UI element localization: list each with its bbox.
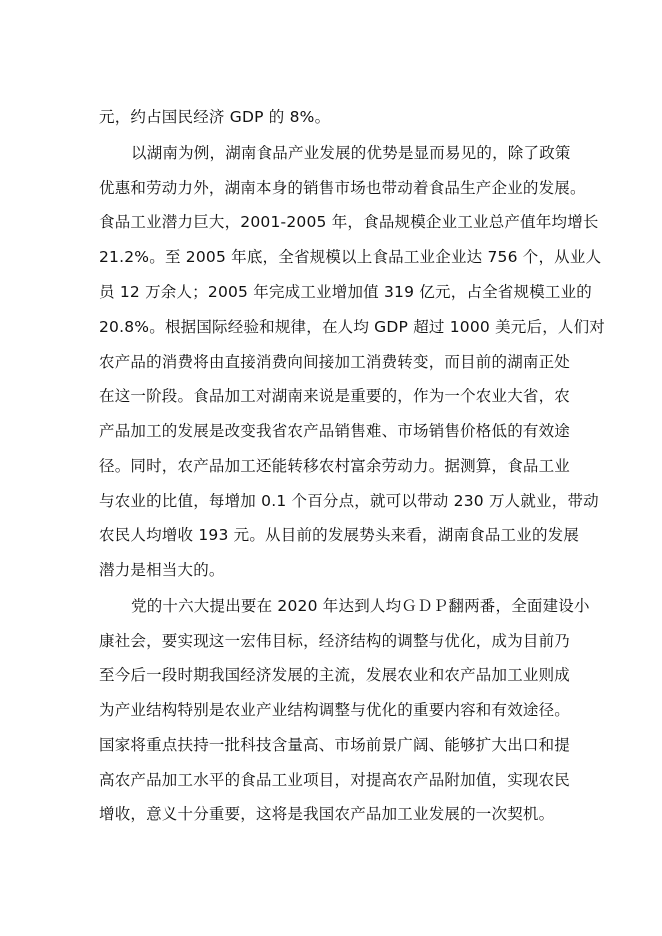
paragraph-2-line-7: 农产品的消费将由直接消费向间接加工消费转变，而目前的湖南正处 (99, 353, 571, 371)
paragraph-2-line-13: 潜力是相当大的。 (99, 561, 225, 579)
paragraph-2-line-2: 优惠和劳动力外，湖南本身的销售市场也带动着食品生产企业的发展。 (99, 179, 586, 197)
paragraph-2-line-10: 径。同时，农产品加工还能转移农村富余劳动力。据测算，食品工业 (99, 457, 571, 475)
paragraph-3-line-4: 为产业结构特别是农业产业结构调整与优化的重要内容和有效途径。 (99, 701, 571, 719)
paragraph-2-line-9: 产品加工的发展是改变我省农产品销售难、市场销售价格低的有效途 (99, 422, 571, 440)
paragraph-2-line-3: 食品工业潜力巨大，2001-2005 年，食品规模企业工业总产值年均增长 (99, 213, 599, 231)
paragraph-2-line-11: 与农业的比值，每增加 0.1 个百分点，就可以带动 230 万人就业，带动 (99, 492, 599, 510)
paragraph-2-line-1: 以湖南为例，湖南食品产业发展的优势是显而易见的，除了政策 (131, 144, 571, 162)
paragraph-2-line-12: 农民人均增收 193 元。从目前的发展势头来看，湖南食品工业的发展 (99, 526, 580, 544)
paragraph-2-line-5: 员 12 万余人；2005 年完成工业增加值 319 亿元，占全省规模工业的 (99, 283, 592, 301)
paragraph-2-line-6: 20.8%。根据国际经验和规律，在人均 GDP 超过 1000 美元后，人们对 (99, 318, 605, 336)
paragraph-2-line-4: 21.2%。至 2005 年底，全省规模以上食品工业企业达 756 个，从业人 (99, 248, 602, 266)
paragraph-3-line-1: 党的十六大提出要在 2020 年达到人均ＧＤＰ翻两番，全面建设小 (131, 597, 590, 615)
paragraph-2-line-8: 在这一阶段。食品加工对湖南来说是重要的，作为一个农业大省，农 (99, 387, 571, 405)
paragraph-3-line-2: 康社会，要实现这一宏伟目标，经济结构的调整与优化，成为目前乃 (99, 632, 571, 650)
paragraph-3-line-5: 国家将重点扶持一批科技含量高、市场前景广阔、能够扩大出口和提 (99, 736, 571, 754)
paragraph-3-line-6: 高农产品加工水平的食品工业项目，对提高农产品附加值，实现农民 (99, 771, 571, 789)
paragraph-1-line-1: 元，约占国民经济 GDP 的 8%。 (99, 108, 331, 126)
paragraph-3-line-3: 至今后一段时期我国经济发展的主流，发展农业和农产品加工业则成 (99, 666, 571, 684)
paragraph-3-line-7: 增收，意义十分重要，这将是我国农产品加工业发展的一次契机。 (99, 805, 555, 823)
